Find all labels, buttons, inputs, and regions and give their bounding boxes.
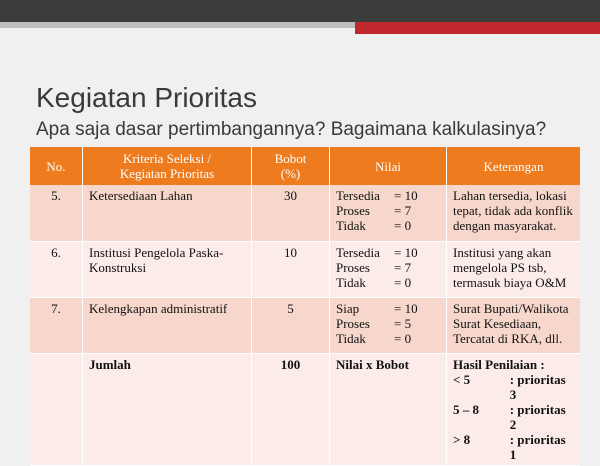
nilai-value: = 0 [394, 274, 412, 290]
header-keterangan: Keterangan [447, 147, 581, 185]
hasil-result: : prioritas 2 [509, 401, 566, 432]
nilai-line [336, 316, 440, 331]
cell-kriteria: Kelengkapan administratif [83, 297, 252, 353]
nilai-value: = 7 [394, 259, 412, 275]
nilai-label: Tersedia [336, 244, 380, 260]
cell-nilai-x-bobot: Nilai x Bobot [330, 353, 447, 465]
header-kriteria [83, 147, 252, 185]
cell-no: 6. [30, 241, 83, 297]
cell-bobot: 30 [252, 185, 330, 241]
header-kriteria-line1: Kriteria Seleksi / [122, 151, 212, 166]
header-no: No. [30, 147, 83, 185]
nilai-line [336, 203, 440, 218]
nilai-label: Proses [336, 203, 370, 218]
cell-kriteria: Ketersediaan Lahan [83, 185, 252, 241]
nilai-value: = 5 [394, 315, 412, 331]
nilai-label: Proses [336, 259, 370, 275]
nilai-line [336, 301, 440, 316]
slide-title: Kegiatan Prioritas [36, 82, 258, 113]
cell-jumlah: Jumlah [83, 353, 252, 465]
header-bobot-line2: (%) [280, 166, 301, 181]
hasil-range: 5 – 8 [453, 401, 479, 417]
hasil-line [453, 432, 574, 462]
header-bobot-line1: Bobot [274, 151, 307, 166]
nilai-value: = 10 [394, 300, 418, 316]
hasil-result: : prioritas 1 [509, 431, 566, 462]
nilai-label: Proses [336, 315, 370, 331]
table-row [30, 241, 580, 297]
top-grey-band [0, 22, 355, 28]
hasil-title: Hasil Penilaian : [453, 356, 545, 372]
cell-keterangan: Institusi yang akan mengelola PS tsb, termasuk biaya O&M [447, 241, 581, 297]
nilai-label: Tersedia [336, 188, 380, 203]
cell-bobot: 5 [252, 297, 330, 353]
nilai-value: = 0 [394, 330, 412, 346]
hasil-line [453, 402, 574, 432]
priority-table [30, 147, 580, 466]
header-kriteria-line2: Kegiatan Prioritas [119, 166, 215, 181]
nilai-label: Tidak [336, 274, 366, 290]
cell-hasil [447, 353, 581, 465]
nilai-line [336, 188, 440, 203]
table-total-row [30, 353, 580, 465]
cell-no: 5. [30, 185, 83, 241]
hasil-range: < 5 [453, 371, 471, 387]
nilai-label: Tidak [336, 330, 366, 346]
top-dark-band [0, 0, 600, 22]
nilai-line [336, 260, 440, 275]
nilai-value: = 0 [394, 218, 412, 233]
hasil-line [453, 372, 574, 402]
cell-keterangan: Surat Bupati/Walikota Surat Kesediaan, Tercatat di RKA, dll. [447, 297, 581, 353]
cell-nilai [330, 185, 447, 241]
nilai-line [336, 245, 440, 260]
nilai-line [336, 275, 440, 290]
cell-bobot: 10 [252, 241, 330, 297]
header-nilai: Nilai [330, 147, 447, 185]
cell-no: 7. [30, 297, 83, 353]
nilai-value: = 10 [394, 188, 418, 203]
nilai-value: = 7 [394, 203, 412, 218]
nilai-line [336, 218, 440, 233]
cell-no-empty [30, 353, 83, 465]
table-header-row [30, 147, 580, 185]
cell-keterangan: Lahan tersedia, lokasi tepat, tidak ada konflik dengan masyarakat. [447, 185, 581, 241]
cell-kriteria: Institusi Pengelola Paska-Konstruksi [83, 241, 252, 297]
top-red-band [355, 22, 600, 34]
slide-subtitle: Apa saja dasar pertimbangannya? Bagaimana kalkulasinya? [36, 119, 547, 140]
cell-total-bobot: 100 [252, 353, 330, 465]
nilai-value: = 10 [394, 244, 418, 260]
cell-nilai [330, 297, 447, 353]
hasil-result: : prioritas 3 [509, 371, 566, 402]
hasil-range: > 8 [453, 431, 471, 447]
table-row [30, 185, 580, 241]
header-bobot [252, 147, 330, 185]
nilai-line [336, 331, 440, 346]
cell-nilai [330, 241, 447, 297]
nilai-label: Siap [336, 300, 360, 316]
table-row [30, 297, 580, 353]
nilai-label: Tidak [336, 218, 366, 233]
